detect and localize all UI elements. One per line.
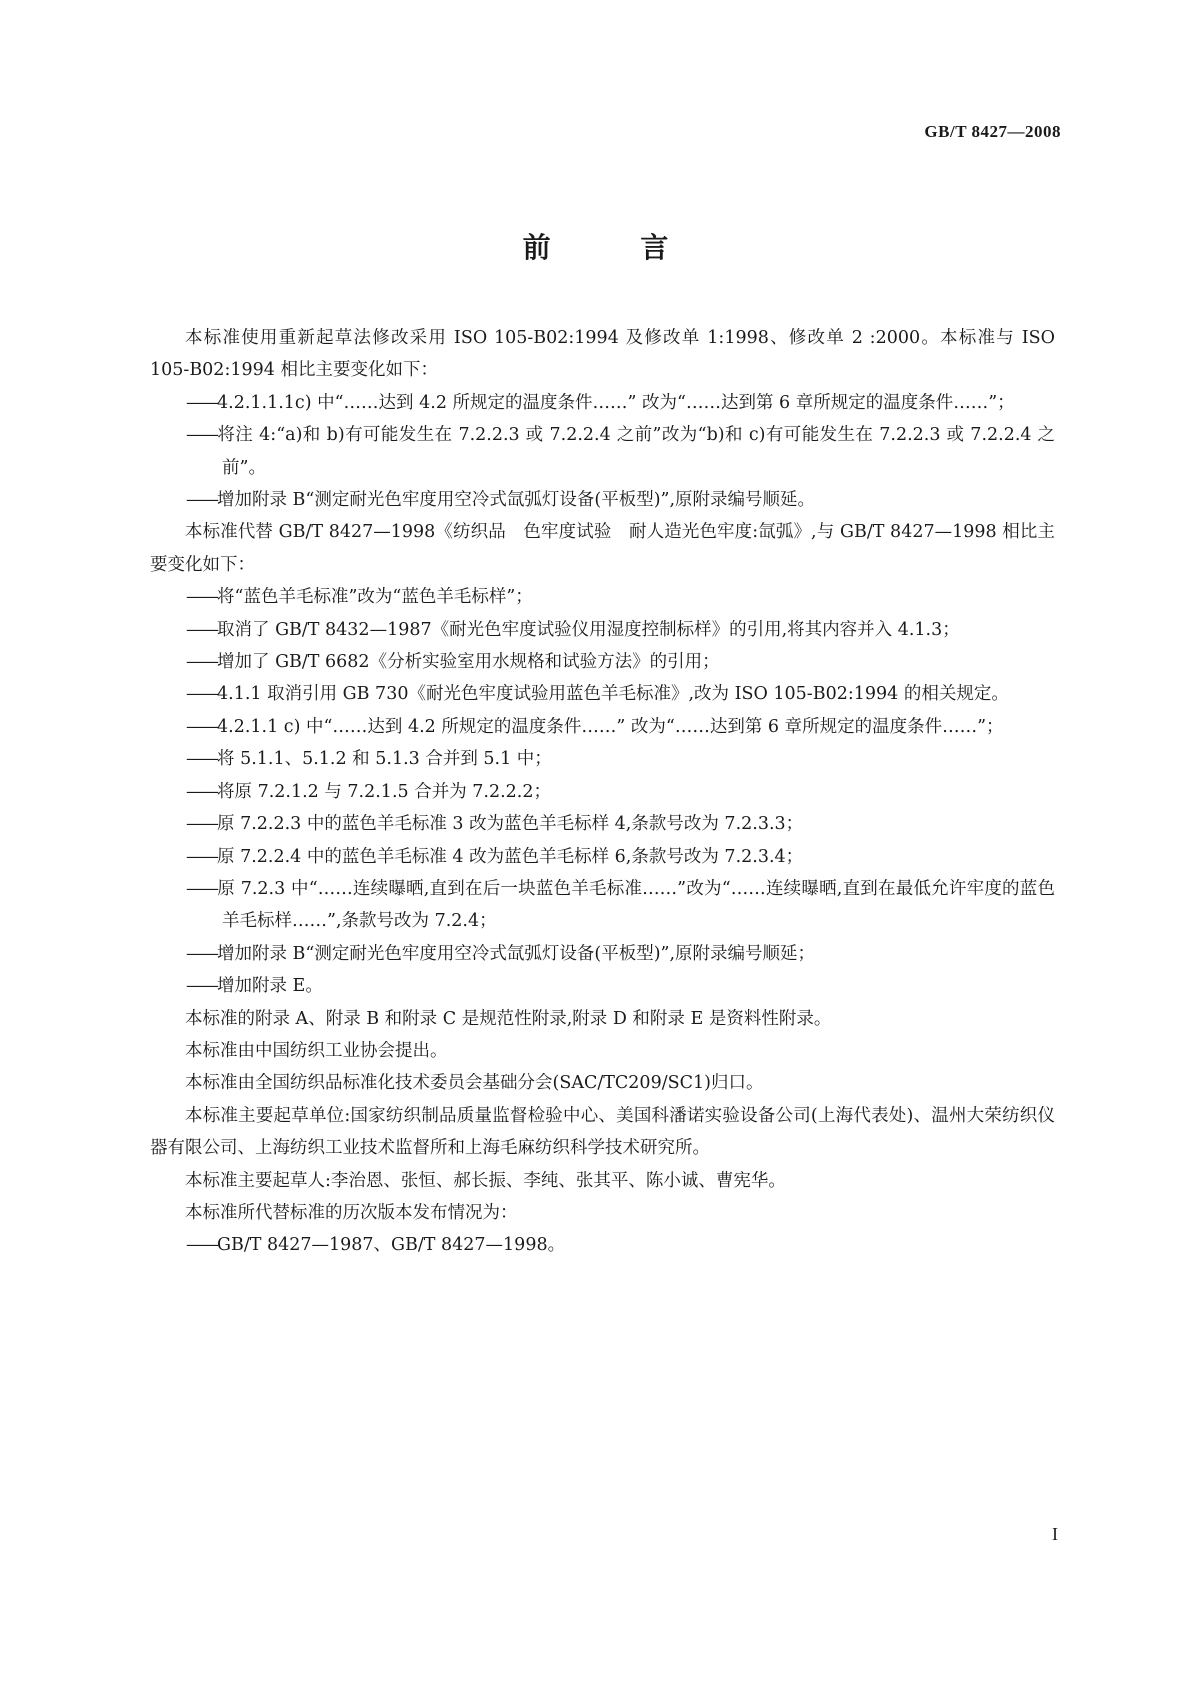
change-item [150, 678, 1055, 710]
change-item [150, 1229, 1055, 1261]
change-item [150, 484, 1055, 516]
change-item-text: 4.1.1 取消引用 GB 730《耐光色牢度试验用蓝色羊毛标准》,改为 ISO 105-B02:1994 的相关规定。 [217, 684, 1009, 705]
dash-marker: —— [186, 878, 217, 899]
change-item-text: 增加附录 B“测定耐光色牢度用空冷式氙弧灯设备(平板型)”,原附录编号顺延； [217, 943, 816, 964]
dash-marker: —— [186, 490, 217, 511]
body-paragraph: 本标准的附录 A、附录 B 和附录 C 是规范性附录,附录 D 和附录 E 是资料性附录。 [185, 1008, 832, 1029]
change-item-text: 增加附录 B“测定耐光色牢度用空冷式氙弧灯设备(平板型)”,原附录编号顺延。 [217, 490, 816, 511]
change-item-text: 4.2.1.1.1c) 中“……达到 4.2 所规定的温度条件……” 改为“……达到第 6 章所规定的温度条件……”； [217, 392, 1015, 413]
change-item [150, 387, 1055, 419]
dash-marker: —— [186, 684, 217, 705]
standard-code-header: GB/T 8427—2008 [924, 122, 1061, 141]
dash-marker: —— [186, 425, 217, 446]
dash-marker: —— [186, 1235, 217, 1256]
change-item [150, 938, 1055, 970]
change-item [150, 970, 1055, 1002]
change-item [150, 711, 1055, 743]
dash-marker: —— [186, 781, 217, 802]
change-item-text: 将原 7.2.1.2 与 7.2.1.5 合并为 7.2.2.2； [217, 781, 551, 802]
dash-marker: —— [186, 814, 217, 835]
body-paragraph: 本标准代替 GB/T 8427—1998《纺织品 色牢度试验 耐人造光色牢度:氙弧》,与 GB/T 8427—1998 相比主要变化如下： [150, 522, 1055, 575]
body-paragraph: 本标准由中国纺织工业协会提出。 [185, 1040, 448, 1061]
change-item-text: 4.2.1.1 c) 中“……达到 4.2 所规定的温度条件……” 改为“……达到第 6 章所规定的温度条件……”； [217, 716, 1004, 737]
change-item [150, 808, 1055, 840]
change-item-text: 将 5.1.1、5.1.2 和 5.1.3 合并到 5.1 中； [217, 749, 552, 770]
change-item-text: 原 7.2.2.3 中的蓝色羊毛标准 3 改为蓝色羊毛标样 4,条款号改为 7.2.3.3； [217, 814, 804, 835]
dash-marker: —— [186, 749, 217, 770]
document-body [150, 322, 1055, 1262]
change-item [150, 419, 1055, 484]
change-item-text: 原 7.2.3 中“……连续曝晒,直到在后一块蓝色羊毛标准……”改为“……连续曝晒,直到在最低允许牢度的蓝色羊毛标样……”,条款号改为 7.2.4； [217, 878, 1055, 932]
page-number: I [1052, 1524, 1058, 1544]
change-item [150, 646, 1055, 678]
change-item-text: 增加了 GB/T 6682《分析实验室用水规格和试验方法》的引用； [217, 652, 720, 673]
body-paragraph: 本标准由全国纺织品标准化技术委员会基础分会(SAC/TC209/SC1)归口。 [185, 1073, 764, 1094]
change-item [150, 614, 1055, 646]
change-item [150, 581, 1055, 613]
change-item-text: 将注 4:“a)和 b)有可能发生在 7.2.2.3 或 7.2.2.4 之前”改为“b)和 c)有可能发生在 7.2.2.3 或 7.2.2.4 之前”。 [217, 425, 1055, 478]
change-item [150, 873, 1055, 938]
change-item-text: 将“蓝色羊毛标准”改为“蓝色羊毛标样”； [217, 587, 533, 608]
change-item-text: 增加附录 E。 [217, 976, 323, 997]
dash-marker: —— [186, 619, 217, 640]
change-item [150, 776, 1055, 808]
body-paragraph: 本标准使用重新起草法修改采用 ISO 105-B02:1994 及修改单 1:1998、修改单 2 :2000。本标准与 ISO 105-B02:1994 相比主要变化如下： [150, 328, 1055, 381]
body-paragraph: 本标准主要起草单位:国家纺织制品质量监督检验中心、美国科潘诺实验设备公司(上海代表处)、温州大荣纺织仪器有限公司、上海纺织工业技术监督所和上海毛麻纺织科学技术研究所。 [150, 1105, 1055, 1159]
change-item-text: 原 7.2.2.4 中的蓝色羊毛标准 4 改为蓝色羊毛标样 6,条款号改为 7.2.3.4； [217, 846, 804, 867]
dash-marker: —— [186, 943, 217, 964]
body-paragraph: 本标准主要起草人:李治恩、张恒、郝长振、李纯、张其平、陈小诚、曹宪华。 [185, 1170, 786, 1191]
dash-marker: —— [186, 652, 217, 673]
change-item [150, 841, 1055, 873]
dash-marker: —— [186, 587, 217, 608]
dash-marker: —— [186, 846, 217, 867]
change-item-text: 取消了 GB/T 8432—1987《耐光色牢度试验仪用湿度控制标样》的引用,将其内容并入 4.1.3； [217, 619, 960, 640]
dash-marker: —— [186, 716, 217, 737]
change-item-text: GB/T 8427—1987、GB/T 8427—1998。 [217, 1235, 566, 1256]
body-paragraph: 本标准所代替标准的历次版本发布情况为： [185, 1202, 518, 1223]
change-item [150, 743, 1055, 775]
page-title: 前 言 [522, 231, 709, 264]
dash-marker: —— [186, 392, 217, 413]
dash-marker: —— [186, 976, 217, 997]
